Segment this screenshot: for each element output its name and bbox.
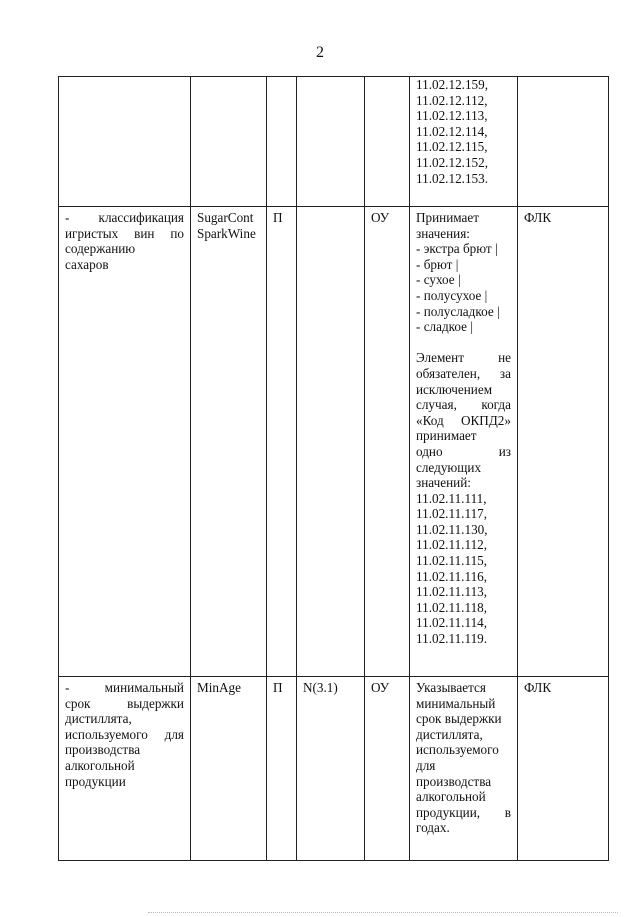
desc-line: - полусладкое | (416, 303, 500, 319)
scan-edge-line (148, 912, 618, 913)
cell-format: N(3.1) (297, 677, 365, 861)
spacer (416, 335, 511, 351)
desc-line: - экстра брют | (416, 241, 498, 257)
cell-description (410, 207, 518, 677)
cell-description (410, 77, 518, 207)
cell-req: ОУ (365, 207, 410, 677)
desc-line: одно из (416, 443, 511, 459)
desc-line: - брют | (416, 256, 459, 272)
desc-line: значения: (416, 225, 470, 241)
cell-control: ФЛК (518, 207, 609, 677)
name-line: алкогольной (65, 757, 135, 773)
desc-line: минимальный (416, 695, 496, 711)
cell-req (365, 77, 410, 207)
desc-line: годах. (416, 820, 450, 836)
cell-kind: П (267, 677, 297, 861)
cell-description (410, 677, 518, 861)
name-line: сахаров (65, 256, 109, 272)
desc-line: «Код ОКПД2» (416, 412, 511, 428)
cell-name (59, 77, 191, 207)
desc-line: 11.02.12.152, (416, 154, 489, 170)
cell-name (59, 677, 191, 861)
desc-line: значений: (416, 475, 471, 491)
cell-control (518, 77, 609, 207)
desc-line: 11.02.11.118, (416, 599, 488, 615)
desc-line: - сладкое | (416, 319, 473, 335)
desc-line: 11.02.12.153. (416, 170, 489, 186)
desc-line: 11.02.12.115, (416, 139, 488, 155)
cell-kind: П (267, 207, 297, 677)
cell-control: ФЛК (518, 677, 609, 861)
cell-req: ОУ (365, 677, 410, 861)
page-number: 2 (316, 44, 324, 61)
desc-line: Принимает (416, 210, 480, 225)
desc-line: 11.02.11.111, (416, 490, 487, 506)
table-row (59, 677, 609, 861)
cell-code (191, 77, 267, 207)
desc-line: производства (416, 773, 492, 789)
name-line: срок выдержки (65, 695, 184, 711)
desc-line: 11.02.11.117, (416, 506, 488, 522)
name-line: игристых вин по (65, 225, 184, 241)
desc-line: 11.02.12.114, (416, 123, 488, 139)
desc-line: Элемент не (416, 350, 511, 366)
desc-line: 11.02.12.113, (416, 108, 488, 124)
desc-line: Указывается (416, 680, 486, 695)
name-line: содержанию (65, 241, 136, 257)
desc-line: 11.02.11.130, (416, 521, 488, 537)
cell-name (59, 207, 191, 677)
desc-line: случая, когда (416, 397, 511, 413)
name-line: - минимальный (65, 680, 184, 695)
desc-line: 11.02.11.119. (416, 631, 488, 647)
desc-line: следующих (416, 459, 482, 475)
desc-line: 11.02.12.159, (416, 77, 489, 92)
desc-line: 11.02.11.114, (416, 615, 488, 631)
desc-line: 11.02.12.112, (416, 92, 488, 108)
table-row (59, 77, 609, 207)
desc-line: срок выдержки (416, 711, 502, 727)
desc-line: исключением (416, 381, 493, 397)
name-line: - классификация (65, 210, 184, 225)
desc-line: продукции, в (416, 804, 511, 820)
desc-line: для (416, 757, 436, 773)
table-row (59, 207, 609, 677)
cell-code: MinAge (191, 677, 267, 861)
name-line: используемого для (65, 726, 184, 742)
desc-line: принимает (416, 428, 477, 444)
desc-line: 11.02.11.113, (416, 584, 488, 600)
cell-format (297, 207, 365, 677)
desc-line: обязателен, за (416, 365, 511, 381)
desc-line: - полусухое | (416, 287, 488, 303)
elements-table (58, 76, 609, 861)
name-line: дистиллята, (65, 711, 132, 727)
cell-kind (267, 77, 297, 207)
name-line: продукции (65, 773, 126, 789)
desc-line: алкогольной (416, 789, 486, 805)
desc-line: 11.02.11.115, (416, 553, 488, 569)
code-line: SparkWine (197, 225, 256, 241)
desc-line: - сухое | (416, 272, 461, 288)
desc-line: используемого (416, 742, 499, 758)
desc-line: 11.02.11.112, (416, 537, 488, 553)
code-line: SugarCont (197, 210, 254, 225)
desc-line: 11.02.11.116, (416, 568, 488, 584)
name-line: производства (65, 742, 141, 758)
cell-code (191, 207, 267, 677)
cell-format (297, 77, 365, 207)
desc-line: дистиллята, (416, 726, 483, 742)
